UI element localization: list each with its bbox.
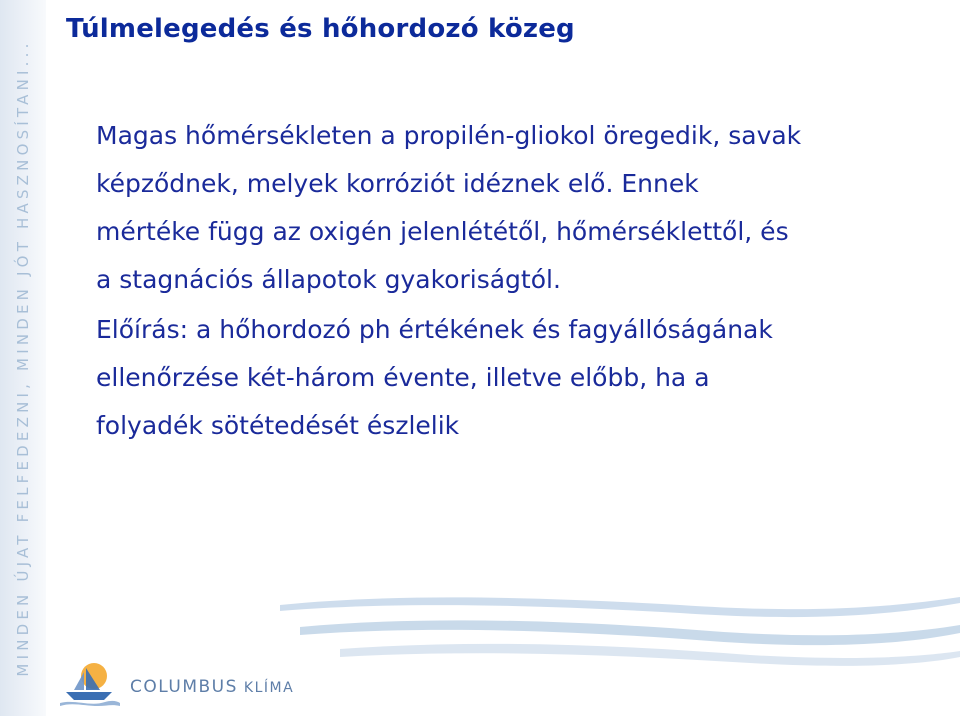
- side-tagline: MINDEN ÚJAT FELFEDEZNI, MINDEN JÓT HASZNOSÍTANI...: [14, 39, 32, 677]
- paragraph-line: Előírás: a hőhordozó ph értékének és fagyállóságának: [96, 315, 773, 344]
- paragraph-line: képződnek, melyek korróziót idéznek elő. Ennek: [96, 169, 699, 198]
- paragraph-line: mértéke függ az oxigén jelenlététől, hőmérséklettől, és: [96, 217, 789, 246]
- side-band: [0, 0, 46, 716]
- slide-content: [96, 112, 916, 452]
- paragraph-line: ellenőrzése két-három évente, illetve előbb, ha a: [96, 363, 710, 392]
- paragraph-corrosion: [96, 112, 916, 304]
- ship-sun-icon: [60, 656, 120, 708]
- paragraph-line: a stagnációs állapotok gyakoriságtól.: [96, 265, 561, 294]
- slide-title: Túlmelegedés és hőhordozó közeg: [66, 14, 575, 44]
- columbus-klima-logo: [60, 656, 310, 708]
- logo-brand: COLUMBUS: [130, 677, 238, 697]
- paragraph-line: Magas hőmérsékleten a propilén-gliokol öregedik, savak: [96, 121, 802, 150]
- logo-suffix: KLÍMA: [243, 680, 295, 696]
- decorative-waves: [280, 575, 960, 670]
- paragraph-line: folyadék sötétedését észlelik: [96, 411, 460, 440]
- paragraph-regulation: [96, 306, 916, 450]
- logo-wordmark: [130, 677, 294, 697]
